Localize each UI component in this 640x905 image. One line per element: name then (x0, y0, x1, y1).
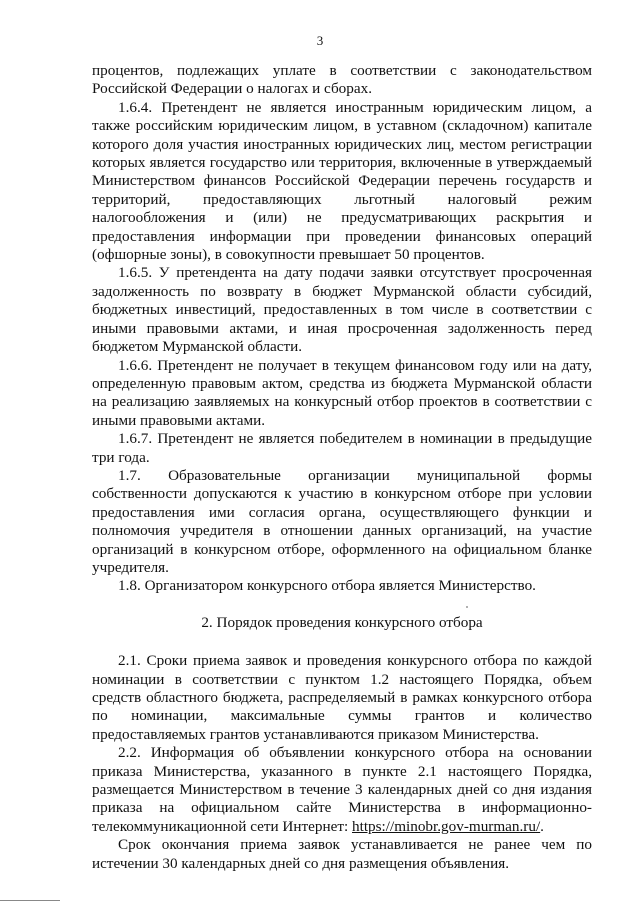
paragraph-1-6-4: 1.6.4. Претендент не является иностранным юридическим лицом, а также российским юридическим лицом, в уставном (складочном) капитале которого доля участия иностранных юридических лиц, местом регистрации которых является государство или территория, включенные в утверждаемый Министерством финансов Российской Федерации перечень государств и территорий, предоставляющих льготный налоговый режим налогообложения и (или) не предусматривающих раскрытия и предоставления информации при проведении финансовых операций (офшорные зоны), в совокупности превышает 50 процентов. (92, 98, 592, 264)
page-number: 3 (316, 33, 324, 48)
paragraph-2-2 (92, 744, 592, 836)
paragraph-1-6-7: 1.6.7. Претендент не является победителем в номинации в предыдущие три года. (92, 430, 592, 466)
paragraph-2-1: 2.1. Сроки приема заявок и проведения конкурсного отбора по каждой номинации в соответствии с пунктом 1.2 настоящего Порядка, объем средств областного бюджета, распределяемый в рамках конкурсного отбора по номинации, максимальные суммы грантов и количество предоставляемых грантов устанавливаются приказом Министерства. (92, 652, 592, 743)
footer-rule (0, 900, 60, 901)
paragraph-2-2-text: 2.2. Информация об объявлении конкурсного отбора на основании приказа Министерства, указанного в пункте 2.1 настоящего Порядка, размещается Министерством в течение 3 календарных дней со дня издания приказа на официальном сайте Министерства в информационно-телекоммуникационной сети Интернет: (92, 744, 592, 835)
ministry-website-link[interactable]: https://minobr.gov-murman.ru/ (352, 817, 541, 835)
paragraph-deadline: Срок окончания приема заявок устанавливается не ранее чем по истечении 30 календарных дней со дня размещения объявления. (92, 836, 592, 872)
paragraph-2-2-end: . (540, 817, 544, 835)
section-heading: 2. Порядок проведения конкурсного отбора (201, 613, 483, 631)
paragraph-1-7: 1.7. Образовательные организации муниципальной формы собственности допускаются к участию в конкурсном отборе при условии предоставления ими согласия органа, осуществляющего функции и полномочия учредителя в отношении данных организаций, на участие организаций в конкурсном отборе, оформленного на официальном бланке учредителя. (92, 466, 592, 576)
document-body (92, 62, 592, 873)
paragraph-continuation: процентов, подлежащих уплате в соответствии с законодательством Российской Федерации о налогах и сборах. (92, 62, 592, 98)
paragraph-1-6-6: 1.6.6. Претендент не получает в текущем финансовом году или на дату, определенную правовым актом, средства из бюджета Мурманской области на реализацию заявляемых на конкурсный отбор проектов в соответствии с иными правовыми актами. (92, 356, 592, 429)
paragraph-1-8: 1.8. Организатором конкурсного отбора является Министерство. (118, 577, 536, 595)
paragraph-1-6-5: 1.6.5. У претендента на дату подачи заявки отсутствует просроченная задолженность по возврату в бюджет Мурманской области субсидий, бюджетных инвестиций, предоставленных в том числе в соответствии с иными правовыми актами, и иная просроченная задолженность перед бюджетом Мурманской области. (92, 264, 592, 356)
scan-speck (466, 606, 468, 608)
